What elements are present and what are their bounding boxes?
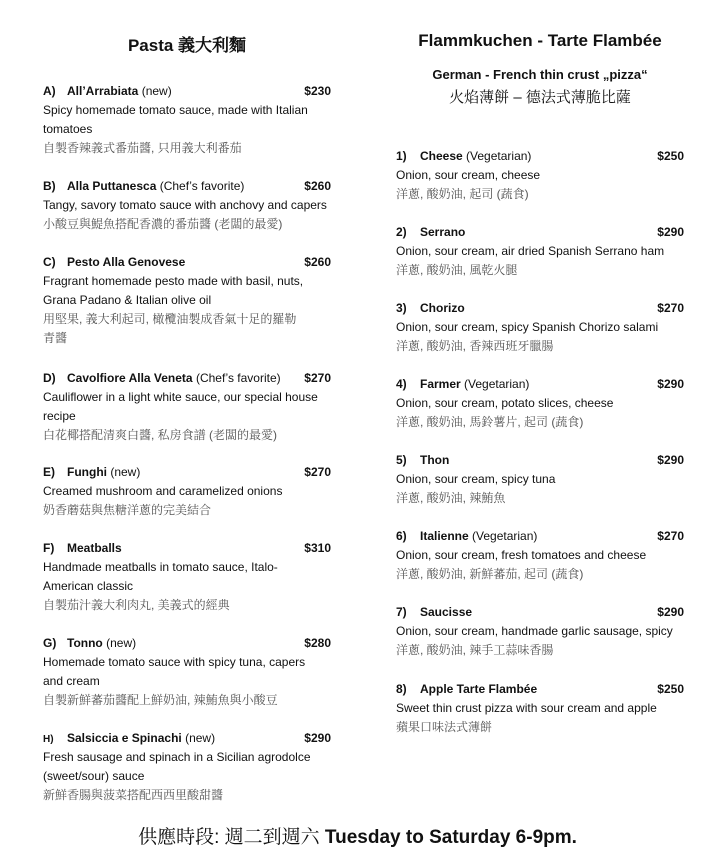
item-code: A): [43, 84, 56, 98]
item-description-cn: 蘋果口味法式薄餅: [396, 720, 493, 734]
menu-item: [396, 299, 684, 356]
menu-item-header: [396, 451, 684, 470]
item-description: Onion, sour cream, air dried Spanish Serrano ham: [396, 244, 665, 258]
item-description-cn: 白花椰搭配清爽白醬, 私房食譜 (老闆的最愛): [43, 428, 277, 442]
menu-item: [43, 729, 331, 805]
item-description-cn: 新鮮香腸與菠菜搭配西西里酸甜醬: [43, 788, 224, 802]
item-description: tomatoes: [43, 122, 93, 136]
item-note: (new): [138, 84, 172, 98]
item-price: $260: [304, 179, 331, 193]
menu-item-header: [396, 680, 684, 699]
item-note: (Chef’s favorite): [192, 371, 281, 385]
menu-item: [43, 369, 331, 445]
item-description: Onion, sour cream, spicy Spanish Chorizo salami: [396, 320, 659, 334]
item-description: Grana Padano & Italian olive oil: [43, 293, 212, 307]
menu-item-header: [43, 463, 331, 482]
item-description: Tangy, savory tomato sauce with anchovy and capers: [43, 198, 327, 212]
service-hours-cn: 供應時段: 週二到週六: [138, 827, 325, 848]
item-price: $290: [657, 225, 684, 239]
menu-item-header: [43, 82, 331, 101]
item-description-cn: 洋蔥, 酸奶油, 新鮮蕃茄, 起司 (蔬食): [396, 567, 584, 581]
item-description-cn: 洋蔥, 酸奶油, 起司 (蔬食): [396, 187, 529, 201]
item-code: D): [43, 371, 56, 385]
menu-item-header: [396, 223, 684, 242]
item-note: (new): [102, 636, 137, 650]
item-note: (Vegetarian): [460, 377, 530, 391]
item-description-cn: 奶香蘑菇與焦糖洋蔥的完美結合: [43, 503, 212, 517]
item-description-cn: 自製新鮮蕃茄醬配上鮮奶油, 辣鮪魚與小酸豆: [43, 693, 278, 707]
menu-item: [43, 253, 331, 348]
menu-item: [43, 82, 331, 158]
item-code: F): [43, 541, 55, 555]
item-name: Italienne: [420, 529, 469, 543]
item-price: $260: [304, 255, 331, 269]
item-description: Onion, sour cream, handmade garlic sausage, spicy: [396, 624, 673, 638]
item-description-cn: 自製茄汁義大利肉丸, 美義式的經典: [43, 598, 230, 612]
menu-item-header: [43, 253, 331, 272]
menu-item: [43, 539, 331, 615]
menu-item-header: [396, 527, 684, 546]
menu-item-header: [43, 729, 331, 748]
item-description-cn: 洋蔥, 酸奶油, 辣手工蒜味香腸: [396, 643, 554, 657]
menu-item: [396, 527, 684, 584]
item-description: Onion, sour cream, potato slices, cheese: [396, 396, 614, 410]
item-code: 8): [396, 682, 407, 696]
item-code: C): [43, 255, 56, 269]
item-name: Chorizo: [420, 301, 465, 315]
item-description: (sweet/sour) sauce: [43, 769, 145, 783]
menu-item: [43, 463, 331, 520]
item-price: $290: [304, 731, 331, 745]
flammkuchen-title: Flammkuchen - Tarte Flambée: [418, 31, 662, 50]
item-description-cn: 用堅果, 義大利起司, 橄欖油製成香氣十足的羅勒: [43, 312, 297, 326]
menu-item-header: [43, 634, 331, 653]
item-name: Serrano: [420, 225, 466, 239]
item-price: $290: [657, 605, 684, 619]
item-description: Onion, sour cream, spicy tuna: [396, 472, 556, 486]
flammkuchen-subtitle-cn: 火焰薄餅 – 德法式薄脆比薩: [449, 89, 631, 106]
item-price: $230: [304, 84, 331, 98]
item-name: Funghi: [67, 465, 107, 479]
item-name: Cavolfiore Alla Veneta: [67, 371, 193, 385]
item-name: Tonno: [67, 636, 103, 650]
service-hours: [0, 822, 715, 849]
menu-item-header: [396, 299, 684, 318]
item-description: Sweet thin crust pizza with sour cream and apple: [396, 701, 657, 715]
item-price: $290: [657, 453, 684, 467]
item-description: recipe: [43, 409, 76, 423]
menu-item-header: [43, 539, 331, 558]
menu-item-header: [43, 369, 331, 388]
service-hours-en: Tuesday to Saturday 6-9pm.: [324, 827, 577, 848]
item-note: (new): [106, 465, 141, 479]
item-description-cn: 洋蔥, 酸奶油, 風乾火腿: [396, 263, 518, 277]
item-name: Cheese: [420, 149, 463, 163]
item-price: $250: [657, 682, 684, 696]
item-code: 5): [396, 453, 407, 467]
item-description-cn: 自製香辣義式番茄醬, 只用義大利番茄: [43, 141, 242, 155]
pasta-title: Pasta 義大利麵: [127, 36, 247, 55]
item-name: Alla Puttanesca: [67, 179, 157, 193]
item-description: Homemade tomato sauce with spicy tuna, capers: [43, 655, 306, 669]
menu-item: [396, 223, 684, 280]
item-price: $270: [304, 465, 331, 479]
item-code: 1): [396, 149, 407, 163]
item-code: 3): [396, 301, 407, 315]
item-description: Fragrant homemade pesto made with basil, nuts,: [43, 274, 304, 288]
item-code: G): [43, 636, 57, 650]
item-description: Onion, sour cream, cheese: [396, 168, 541, 182]
item-name: Thon: [420, 453, 450, 467]
menu-item: [396, 451, 684, 508]
item-description: Spicy homemade tomato sauce, made with Italian: [43, 103, 308, 117]
menu-item-header: [396, 375, 684, 394]
menu-item: [396, 603, 684, 660]
menu-item: [43, 634, 331, 710]
menu-item-header: [396, 147, 684, 166]
item-price: $270: [657, 301, 684, 315]
item-description: Creamed mushroom and caramelized onions: [43, 484, 283, 498]
item-description-cn: 青醬: [43, 331, 68, 345]
item-name: Pesto Alla Genovese: [67, 255, 186, 269]
item-price: $270: [657, 529, 684, 543]
menu-item-header: [396, 603, 684, 622]
item-description: Onion, sour cream, fresh tomatoes and cheese: [396, 548, 647, 562]
item-description-cn: 洋蔥, 酸奶油, 馬鈴薯片, 起司 (蔬食): [396, 415, 584, 429]
item-description: and cream: [43, 674, 100, 688]
item-note: (Vegetarian): [462, 149, 532, 163]
item-code: 7): [396, 605, 407, 619]
item-code: H): [43, 734, 54, 745]
item-name: Farmer: [420, 377, 461, 391]
item-code: 2): [396, 225, 407, 239]
menu-item: [43, 177, 331, 234]
item-price: $310: [304, 541, 331, 555]
item-name: Saucisse: [420, 605, 473, 619]
item-description-cn: 洋蔥, 酸奶油, 辣鮪魚: [396, 491, 506, 505]
item-name: Salsiccia e Spinachi: [67, 731, 182, 745]
item-code: 4): [396, 377, 407, 391]
item-name: Meatballs: [67, 541, 122, 555]
menu-item: [396, 147, 684, 204]
item-description: American classic: [43, 579, 134, 593]
menu-item: [396, 375, 684, 432]
item-price: $270: [304, 371, 331, 385]
item-note: (new): [181, 731, 216, 745]
item-code: E): [43, 465, 55, 479]
item-note: (Chef’s favorite): [156, 179, 245, 193]
item-code: 6): [396, 529, 407, 543]
menu-item-header: [43, 177, 331, 196]
item-description-cn: 小酸豆與鯷魚搭配香濃的番茄醬 (老闆的最愛): [43, 217, 283, 231]
item-name: All’Arrabiata: [67, 84, 139, 98]
item-code: B): [43, 179, 56, 193]
menu-item: [396, 680, 684, 737]
item-description: Cauliflower in a light white sauce, our special house: [43, 390, 318, 404]
item-price: $250: [657, 149, 684, 163]
item-name: Apple Tarte Flambée: [420, 682, 538, 696]
item-description: Handmade meatballs in tomato sauce, Italo-: [43, 560, 278, 574]
flammkuchen-subtitle: German - French thin crust „pizza“: [432, 67, 648, 82]
item-note: (Vegetarian): [468, 529, 538, 543]
item-description: Fresh sausage and spinach in a Sicilian agrodolce: [43, 750, 311, 764]
item-description-cn: 洋蔥, 酸奶油, 香辣西班牙臘腸: [396, 339, 554, 353]
item-price: $290: [657, 377, 684, 391]
item-price: $280: [304, 636, 331, 650]
